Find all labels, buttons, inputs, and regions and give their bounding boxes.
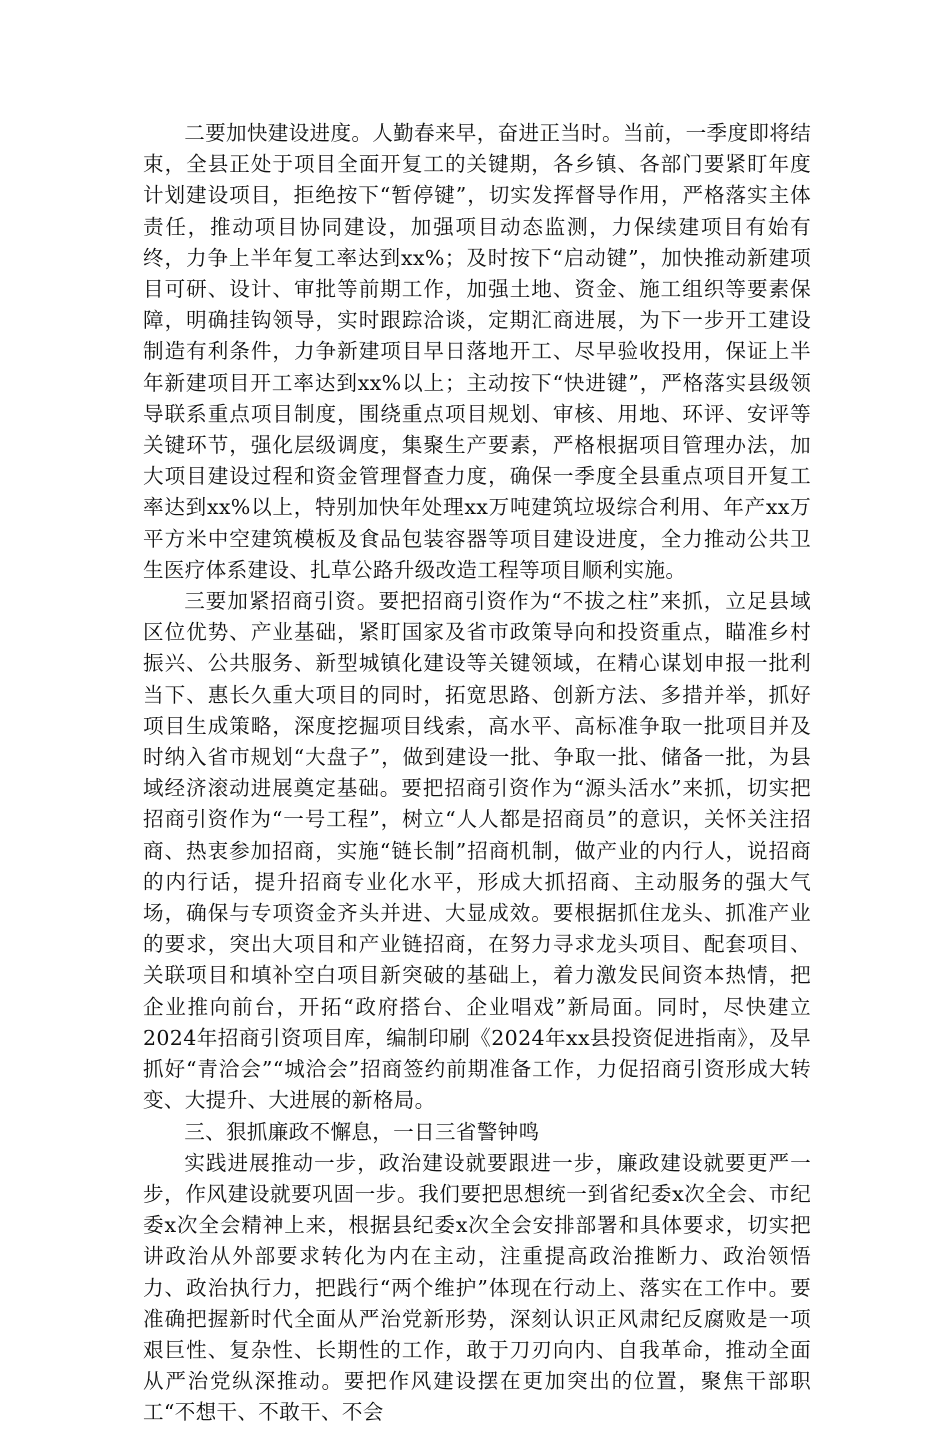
section-heading-integrity: 三、狠抓廉政不懈息，一日三省警钟鸣 bbox=[184, 1119, 540, 1144]
paragraph-integrity-building: 实践进展推动一步，政治建设就要跟进一步，廉政建设就要更严一步，作风建设就要巩固一步。我们要把思想统一到省纪委x次全会、市纪委x次全会精神上来，根据县纪委x次全会安排部署和具体要求，切实把讲政治从外部要求转化为内在主动，注重提高政治推断力、政治领悟力、政治执行力，把践行“两个维护”体现在行动上、落实在工作中。要准确把握新时代全面从严治党新形势，深刻认识正风肃纪反腐败是一项艰巨性、复杂性、长期性的工作，敢于刀刃向内、自我革命，推动全面从严治党纵深推动。要把作风建设摆在更加突出的位置，聚焦干部职工“不想干、不敢干、不会 bbox=[143, 1150, 811, 1425]
paragraph-construction-progress: 二要加快建设进度。人勤春来早，奋进正当时。当前，一季度即将结束，全县正处于项目全面开复工的关键期，各乡镇、各部门要紧盯年度计划建设项目，拒绝按下“暂停键”，切实发挥督导作用，严格落实主体责任，推动项目协同建设，加强项目动态监测，力保续建项目有始有终，力争上半年复工率达到xx%；及时按下“启动键”，加快推动新建项目可研、设计、审批等前期工作，加强土地、资金、施工组织等要素保障，明确挂钩领导，实时跟踪洽谈，定期汇商进展，为下一步开工建设制造有利条件，力争新建项目早日落地开工、尽早验收投用，保证上半年新建项目开工率达到xx%以上；主动按下“快进键”，严格落实县级领导联系重点项目制度，围绕重点项目规划、审核、用地、环评、安评等关键环节，强化层级调度，集聚生产要素，严格根据项目管理办法，加大项目建设过程和资金管理督查力度，确保一季度全县重点项目开复工率达到xx%以上，特别加快年处理xx万吨建筑垃圾综合利用、年产xx万平方米中空建筑模板及食品包装容器等项目建设进度，全力推动公共卫生医疗体系建设、扎草公路升级改造工程等项目顺利实施。 bbox=[143, 121, 811, 582]
paragraph-investment-attraction: 三要加紧招商引资。要把招商引资作为“不拔之柱”来抓，立足县域区位优势、产业基础，紧盯国家及省市政策导向和投资重点，瞄准乡村振兴、公共服务、新型城镇化建设等关键领域，在精心谋划申报一批利当下、惠长久重大项目的同时，拓宽思路、创新方法、多措并举，抓好项目生成策略，深度挖掘项目线索，高水平、高标准争取一批项目并及时纳入省市规划“大盘子”，做到建设一批、争取一批、储备一批，为县域经济滚动进展奠定基础。要把招商引资作为“源头活水”来抓，切实把招商引资作为“一号工程”，树立“人人都是招商员”的意识，关怀关注招商、热衷参加招商，实施“链长制”招商机制，做产业的内行人，说招商的内行话，提升招商专业化水平，形成大抓招商、主动服务的强大气场，确保与专项资金齐头并进、大显成效。要根据抓住龙头、抓准产业的要求，突出大项目和产业链招商，在努力寻求龙头项目、配套项目、关联项目和填补空白项目新突破的基础上，着力激发民间资本热情，把企业推向前台，开拓“政府搭台、企业唱戏”新局面。同时，尽快建立2024年招商引资项目库，编制印刷《2024年xx县投资促进指南》，及早抓好“青洽会”“城洽会”招商签约前期准备工作，力促招商引资形成大转变、大提升、大进展的新格局。 bbox=[143, 589, 811, 1113]
document-body bbox=[143, 118, 811, 1429]
